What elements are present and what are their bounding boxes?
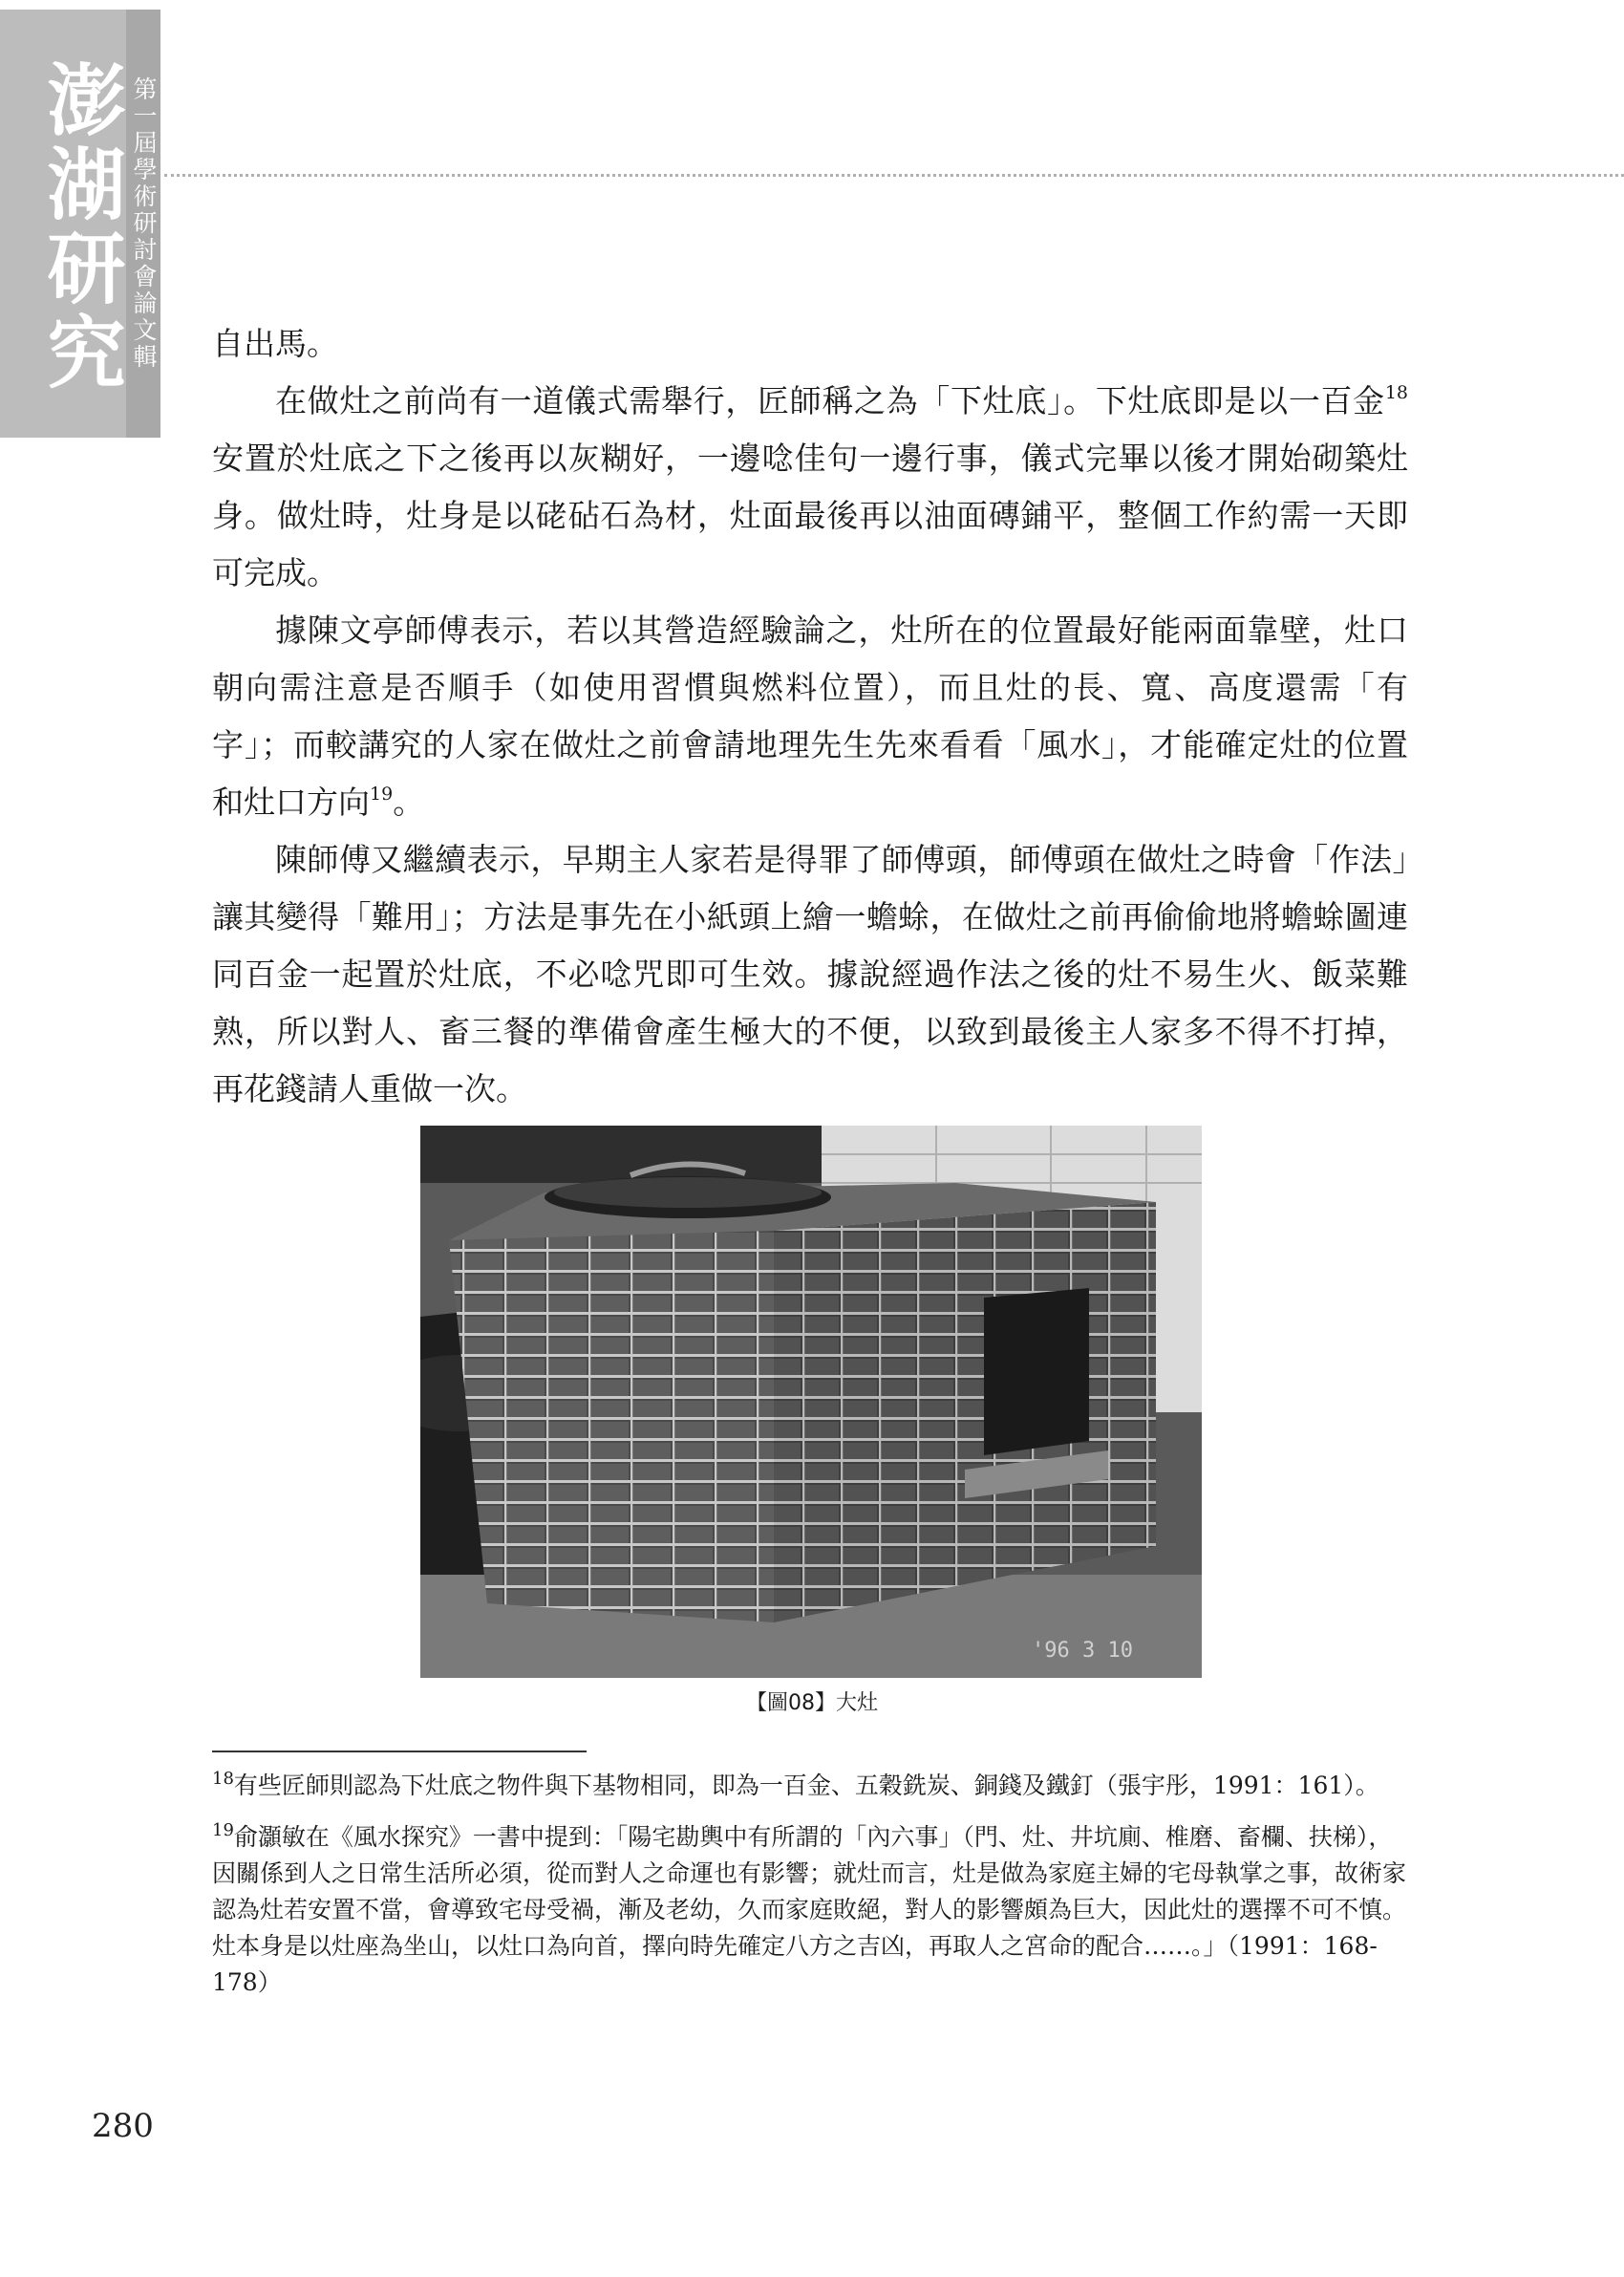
figure-caption: 【圖08】大灶 (746, 1691, 878, 1715)
paragraph-2 (212, 373, 1408, 602)
paragraph-3-end: 。 (393, 784, 425, 821)
footnote-text: 有些匠師則認為下灶底之物件與下基物相同，即為一百金、五穀銑炭、銅錢及鐵釘（張宇彤，1991：161）。 (233, 1772, 1379, 1799)
footnote-ref-18[interactable]: 18 (1384, 382, 1408, 403)
paragraph-1: 自出馬。 (212, 325, 338, 362)
paragraph-3 (212, 602, 1408, 831)
footnote-ref-19[interactable]: 19 (370, 784, 394, 805)
footnote-text: 俞灝敏在《風水探究》一書中提到：「陽宅勘輿中有所謂的「內六事」（門、灶、井坑廁、椎磨、畜欄、扶梯），因關係到人之日常生活所必須，從而對人之命運也有影響；就灶而言，灶是做為家庭主婦的宅母執掌之事，故術家認為灶若安置不當，會導致宅母受禍，漸及老幼，久而家庭敗絕，對人的影響頗為巨大，因此灶的選擇不可不慎。灶本身是以灶座為坐山，以灶口為向首，擇向時先確定八方之吉凶，再取人之宮命的配合……。」（1991：168-178） (212, 1823, 1407, 1996)
photo-date-stamp: '96 3 10 (1032, 1639, 1133, 1663)
footnote-18 (212, 1768, 1408, 1804)
journal-subtitle: 第一屆學術研討會論文輯 (130, 76, 158, 371)
stove-photo (420, 1126, 1202, 1678)
footnote-19 (212, 1819, 1408, 2001)
footnote-number: 19 (212, 1820, 234, 1840)
paragraph-3-start: 據陳文亭師傅表示，若以其營造經驗論之，灶所在的位置最好能兩面靠壁，灶口朝向需注意是否順手（如使用習慣與燃料位置），而且灶的長、寬、高度還需「有字」；而較講究的人家在做灶之前會請地理先生先來看看「風水」，才能確定灶的位置和灶口方向 (212, 612, 1408, 821)
paragraph-2-start: 在做灶之前尚有一道儀式需舉行，匠師稱之為「下灶底」。下灶底即是以一百金 (275, 382, 1385, 419)
footnote-rule (212, 1751, 587, 1752)
page-number: 280 (92, 2107, 154, 2145)
footnote-number: 18 (212, 1769, 234, 1789)
footnotes (212, 1768, 1408, 2016)
journal-title: 澎湖研究 (34, 59, 126, 396)
paragraph-4: 陳師傅又繼續表示，早期主人家若是得罪了師傅頭，師傅頭在做灶之時會「作法」讓其變得「難用」；方法是事先在小紙頭上繪一蟾蜍，在做灶之前再偷偷地將蟾蜍圖連同百金一起置於灶底，不必唸咒即可生效。據說經過作法之後的灶不易生火、飯菜難熟，所以對人、畜三餐的準備會產生極大的不便，以致到最後主人家多不得不打掉，再花錢請人重做一次。 (212, 841, 1408, 1107)
header-dotted-rule (164, 174, 1624, 177)
paragraph-2-end: 安置於灶底之下之後再以灰糊好，一邊唸佳句一邊行事，儀式完畢以後才開始砌築灶身。做灶時，灶身是以硓砧石為材，灶面最後再以油面磚鋪平，整個工作約需一天即可完成。 (212, 440, 1408, 591)
body-text (212, 315, 1408, 1118)
